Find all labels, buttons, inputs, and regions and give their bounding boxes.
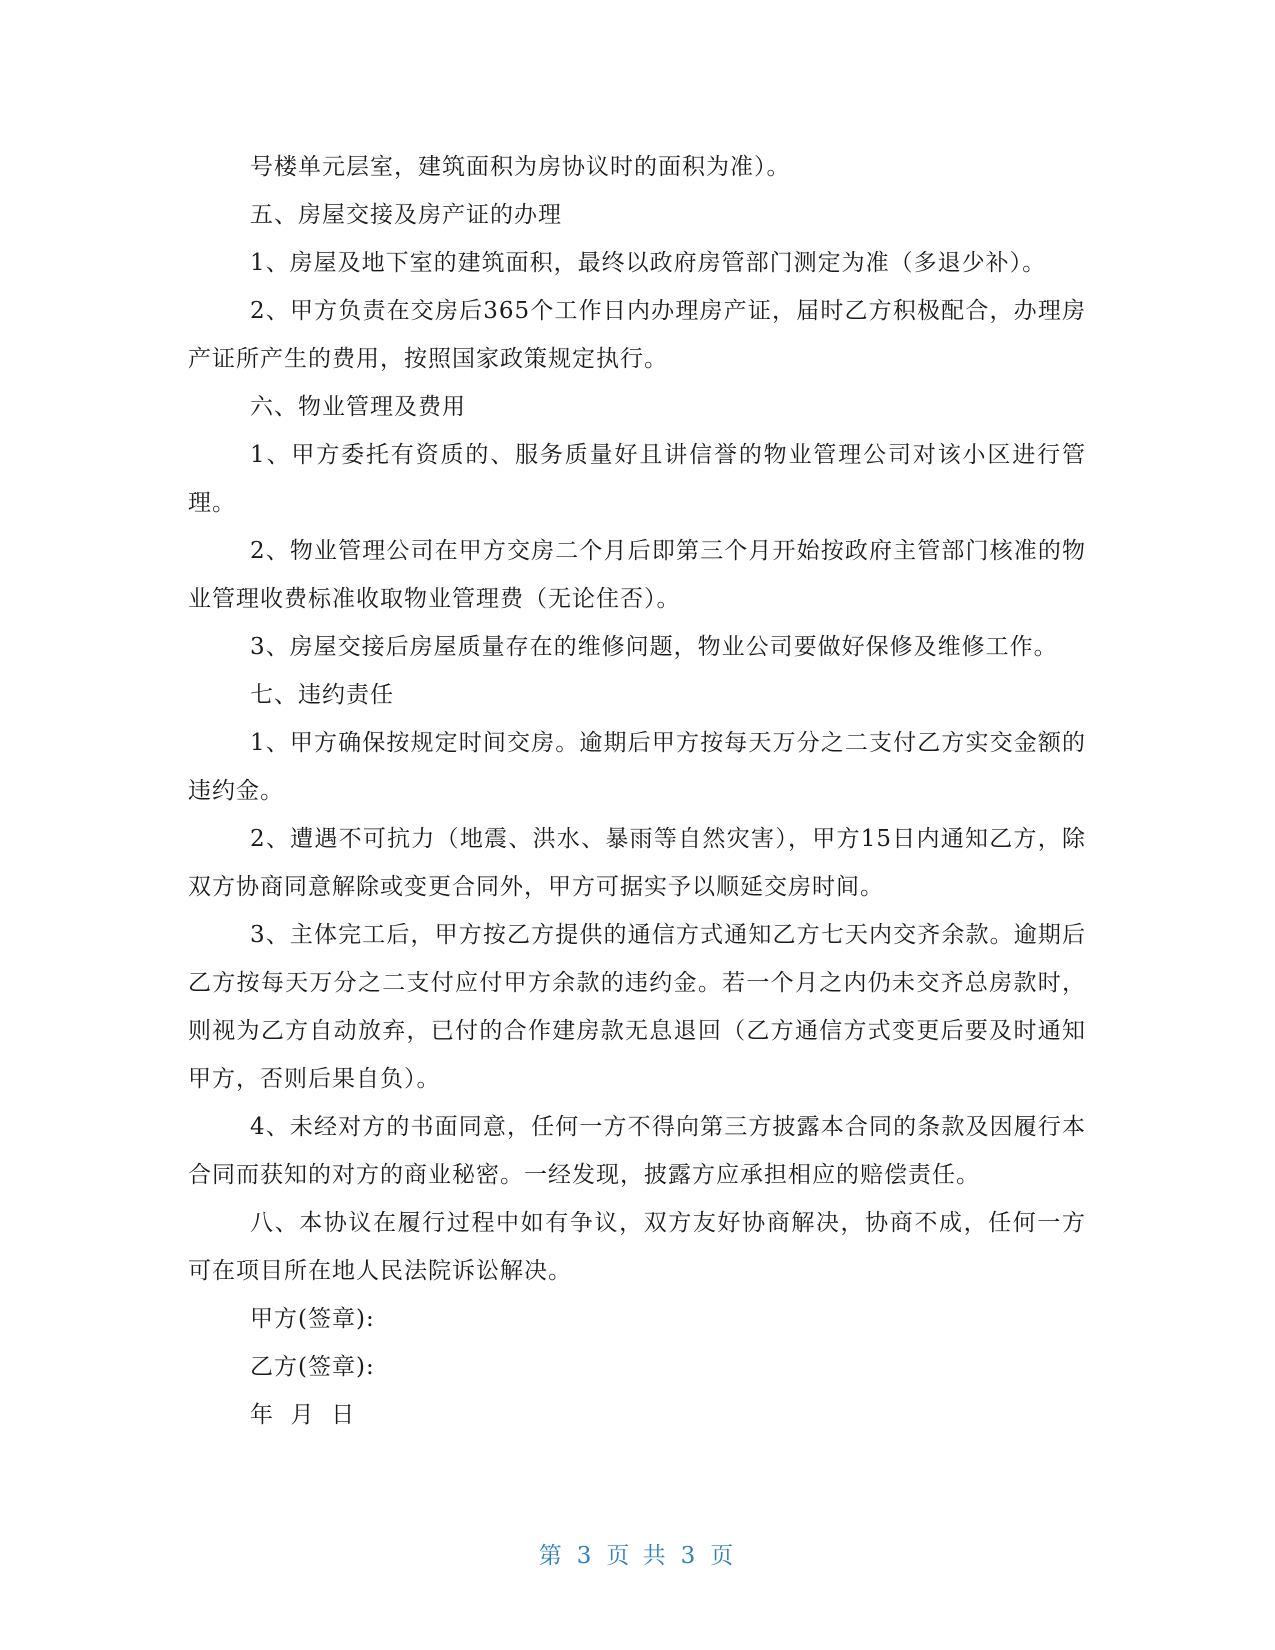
signature-party-a: 甲方(签章): [250,1306,375,1332]
signature-date: 年 月 日 [250,1402,356,1428]
footer-suffix: 页 [710,1543,737,1569]
signature-party-b: 乙方(签章): [250,1354,375,1380]
paragraph-liability-4: 4、未经对方的书面同意，任何一方不得向第三方披露本合同的条款及因履行本合同而获知的对方的商业秘密。一经发现，披露方应承担相应的赔偿责任。 [188,1114,1086,1188]
footer-current-page: 3 [576,1543,595,1569]
paragraph-unit-area: 号楼单元层室，建筑面积为房协议时的面积为准）。 [250,154,791,180]
section-heading-property-management: 六、物业管理及费用 [250,394,466,420]
paragraph-management-2: 2、物业管理公司在甲方交房二个月后即第三个月开始按政府主管部门核准的物业管理收费标准收取物业管理费（无论住否）。 [188,538,1086,612]
paragraph-handover-1: 1、房屋及地下室的建筑面积，最终以政府房管部门测定为准（多退少补）。 [250,250,1047,276]
paragraph-management-3: 3、房屋交接后房屋质量存在的维修问题，物业公司要做好保修及维修工作。 [250,634,1058,660]
section-heading-handover: 五、房屋交接及房产证的办理 [250,202,562,228]
section-heading-liability: 七、违约责任 [250,682,394,708]
footer-middle: 页 共 [606,1543,669,1569]
paragraph-liability-2: 2、遭遇不可抗力（地震、洪水、暴雨等自然灾害），甲方15日内通知乙方，除双方协商同意解除或变更合同外，甲方可据实予以顺延交房时间。 [188,826,1086,900]
paragraph-dispute: 八、本协议在履行过程中如有争议，双方友好协商解决，协商不成，任何一方可在项目所在地人民法院诉讼解决。 [188,1210,1086,1284]
page-number-footer [0,1537,1275,1570]
paragraph-management-1: 1、甲方委托有资质的、服务质量好且讲信誉的物业管理公司对该小区进行管理。 [188,442,1086,516]
paragraph-handover-2: 2、甲方负责在交房后365个工作日内办理房产证，届时乙方积极配合，办理房产证所产生的费用，按照国家政策规定执行。 [188,298,1086,372]
paragraph-liability-3: 3、主体完工后，甲方按乙方提供的通信方式通知乙方七天内交齐余款。逾期后乙方按每天万分之二支付应付甲方余款的违约金。若一个月之内仍未交齐总房款时，则视为乙方自动放弃，已付的合作建房款无息退回（乙方通信方式变更后要及时通知甲方，否则后果自负）。 [188,922,1086,1092]
footer-total-pages: 3 [680,1543,699,1569]
footer-prefix: 第 [538,1543,565,1569]
document-body [188,143,1086,1439]
paragraph-liability-1: 1、甲方确保按规定时间交房。逾期后甲方按每天万分之二支付乙方实交金额的违约金。 [188,730,1086,804]
